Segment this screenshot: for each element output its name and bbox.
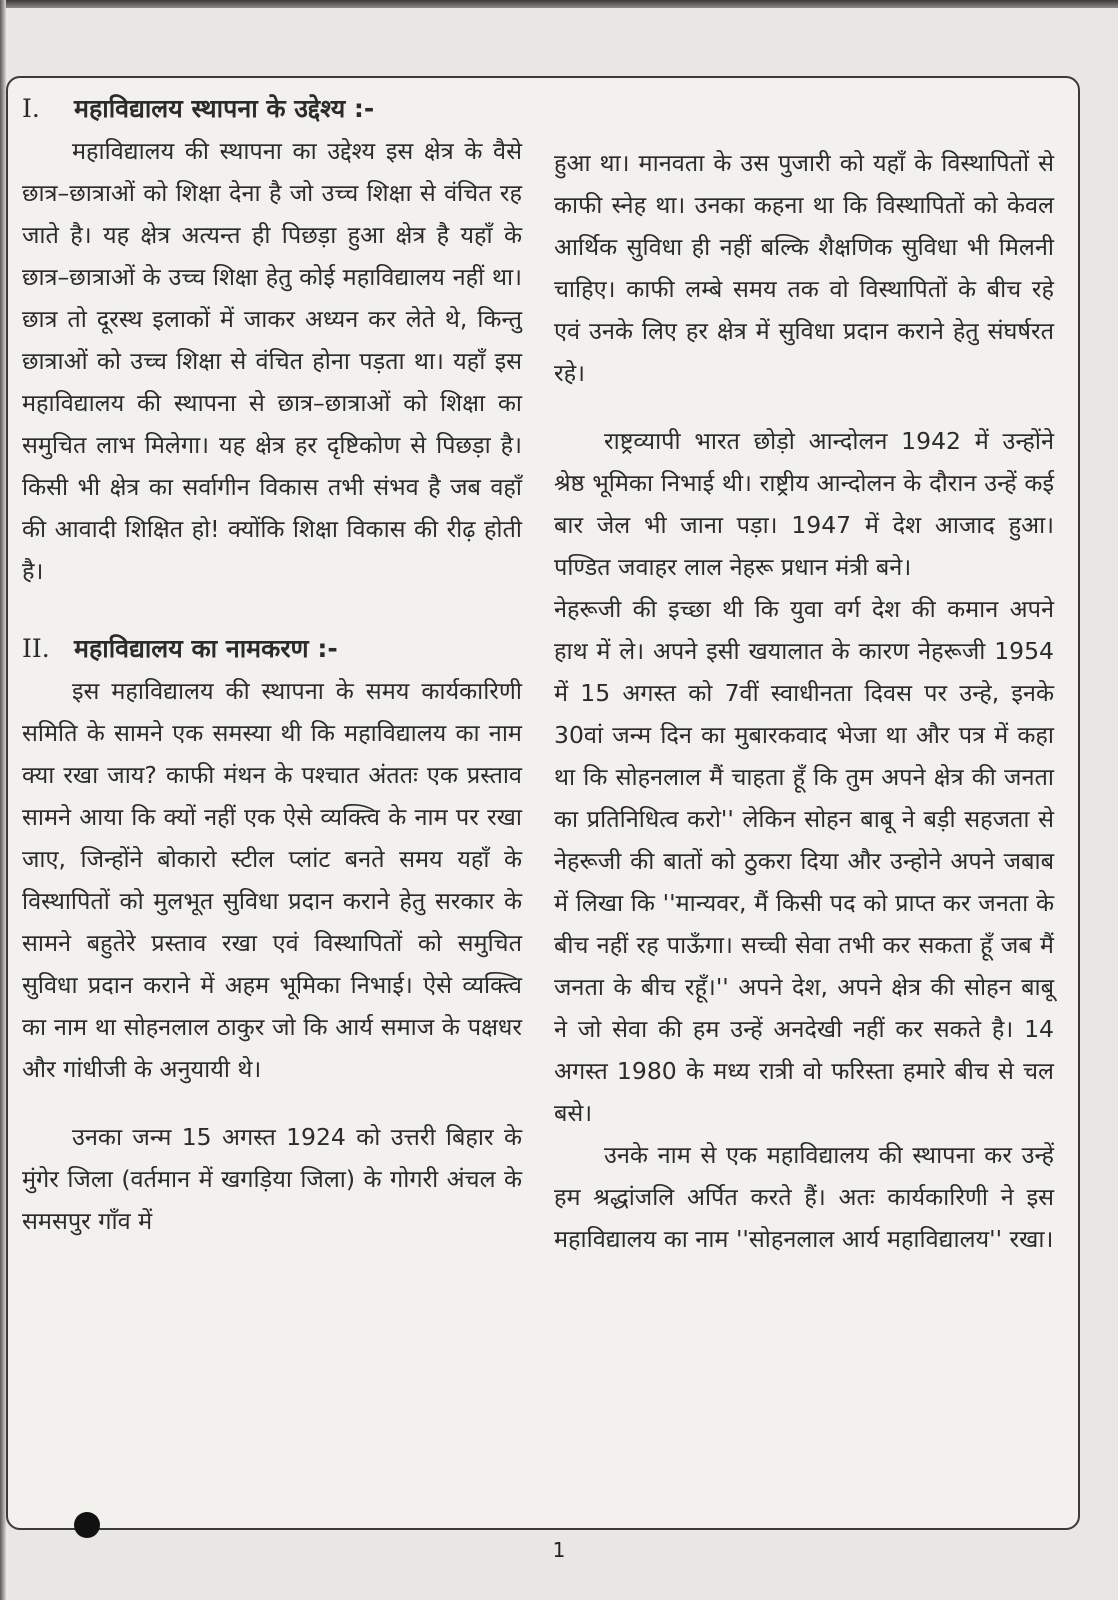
section-2-paragraph-2: उनका जन्म 15 अगस्त 1924 को उत्तरी बिहार के मुंगेर जिला (वर्तमान में खगड़िया जिला) के गोगरी अंचल के समसपुर गाँव में	[22, 1123, 522, 1235]
left-column	[22, 88, 522, 1242]
right-paragraph-4: उनके नाम से एक महाविद्यालय की स्थापना कर उन्हें हम श्रद्धांजलि अर्पित करते हैं। अतः कार्यकारिणी ने इस महाविद्यालय का नाम ''सोहनलाल आर्य महाविद्यालय'' रखा।	[554, 1141, 1054, 1253]
right-column	[554, 142, 1054, 1260]
section-2-paragraph-1: इस महाविद्यालय की स्थापना के समय कार्यकारिणी समिति के सामने एक समस्या थी कि महाविद्यालय का नाम क्या रखा जाय? काफी मंथन के पश्चात अंततः एक प्रस्ताव सामने आया कि क्यों नहीं एक ऐसे व्यक्त्वि के नाम पर रखा जाए, जिन्होंने बोकारो स्टील प्लांट बनते समय यहाँ के विस्थापितों को मुलभूत सुविधा प्रदान कराने हेतु सरकार के सामने बहुतेरे प्रस्ताव रखा एवं विस्थापितों को समुचित सुविधा प्रदान कराने में अहम भूमिका निभाई। ऐसे व्यक्त्वि का नाम था सोहनलाल ठाकुर जो कि आर्य समाज के पक्षधर और गांधीजी के अनुयायी थे।	[22, 677, 522, 1083]
section-1-title: महाविद्यालय स्थापना के उद्देश्य :-	[74, 94, 375, 123]
right-paragraph-3: नेहरूजी की इच्छा थी कि युवा वर्ग देश की कमान अपने हाथ में ले। अपने इसी खयालात के कारण नेहरूजी 1954 में 15 अगस्त को 7वीं स्वाधीनता दिवस पर उन्हे, इनके 30वां जन्म दिन का मुबारकवाद भेजा था और पत्र में कहा था कि सोहनलाल मैं चाहता हूँ कि तुम अपने क्षेत्र की जनता का प्रतिनिधित्व करो'' लेकिन सोहन बाबू ने बड़ी सहजता से नेहरूजी की बातों को ठुकरा दिया और उन्होने अपने जबाब में लिखा कि ''मान्यवर, मैं किसी पद को प्राप्त कर जनता के बीच नहीं रह पाऊँगा। सच्ची सेवा तभी कर सकता हूँ जब मैं जनता के बीच रहूँ।'' अपने देश, अपने क्षेत्र की सोहन बाबू ने जो सेवा की हम उन्हें अनदेखी नहीं कर सकते है। 14 अगस्त 1980 के मध्य रात्री वो फरिस्ता हमारे बीच से चल बसे।	[554, 595, 1054, 1127]
right-paragraph-2: राष्ट्रव्यापी भारत छोड़ो आन्दोलन 1942 में उन्होंने श्रेष्ठ भूमिका निभाई थी। राष्ट्रीय आन्दोलन के दौरान उन्हें कई बार जेल भी जाना पड़ा। 1947 में देश आजाद हुआ। पण्डित जवाहर लाल नेहरू प्रधान मंत्री बने।	[554, 427, 1054, 581]
punch-hole-mark	[74, 1512, 100, 1538]
spacer	[554, 394, 1054, 420]
page-top-edge	[0, 0, 1118, 8]
spacer	[22, 1090, 522, 1116]
right-paragraph-1: हुआ था। मानवता के उस पुजारी को यहाँ के विस्थापितों से काफी स्नेह था। उनका कहना था कि विस्थापितों को केवल आर्थिक सुविधा ही नहीं बल्कि शैक्षणिक सुविधा भी मिलनी चाहिए। काफी लम्बे समय तक वो विस्थापितों के बीच रहे एवं उनके लिए हर क्षेत्र में सुविधा प्रदान कराने हेतु संघर्षरत रहे।	[554, 149, 1054, 387]
section-2-number: II.	[22, 634, 50, 663]
page-frame	[6, 76, 1080, 1530]
section-2-heading	[22, 628, 522, 670]
section-1-heading	[22, 88, 522, 130]
section-2-title: महाविद्यालय का नामकरण :-	[74, 634, 338, 663]
section-1-paragraph: महाविद्यालय की स्थापना का उद्देश्य इस क्षेत्र के वैसे छात्र–छात्राओं को शिक्षा देना है जो उच्च शिक्षा से वंचित रह जाते है। यह क्षेत्र अत्यन्त ही पिछड़ा हुआ क्षेत्र है यहाँ के छात्र–छात्राओं के उच्च शिक्षा हेतु कोई महाविद्यालय नहीं था। छात्र तो दूरस्थ इलाकों में जाकर अध्यन कर लेते थे, किन्तु छात्राओं को उच्च शिक्षा से वंचित होना पड़ता था। यहाँ इस महाविद्यालय की स्थापना से छात्र–छात्राओं को शिक्षा का समुचित लाभ मिलेगा। यह क्षेत्र हर दृष्टिकोण से पिछड़ा है। किसी भी क्षेत्र का सर्वागीन विकास तभी संभव है जब वहाँ की आवादी शिक्षित हो! क्योंकि शिक्षा विकास की रीढ़ होती है।	[22, 137, 522, 585]
page-number: 1	[552, 1538, 566, 1562]
section-1-number: I.	[22, 94, 40, 123]
spacer	[22, 592, 522, 628]
